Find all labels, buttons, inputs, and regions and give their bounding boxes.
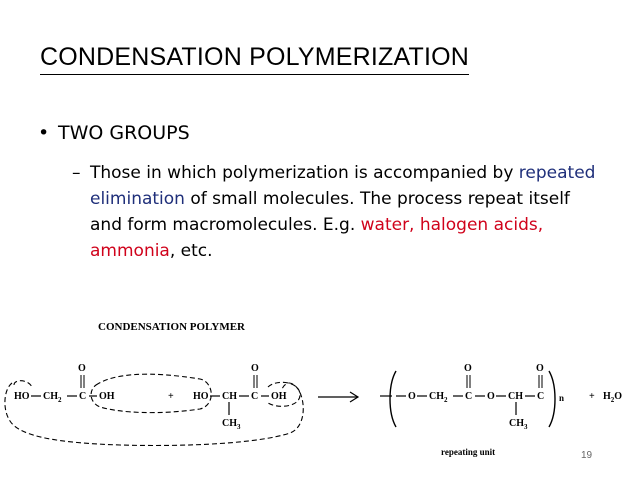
left-oh2: OH xyxy=(271,391,287,402)
reaction-arrow xyxy=(318,392,358,402)
left-c2: C xyxy=(251,391,259,402)
slide-number: 19 xyxy=(581,450,593,461)
right-c: C xyxy=(465,391,473,402)
slide-title-text: CONDENSATION POLYMERIZATION xyxy=(40,40,469,75)
highlight-small-molecules: water, halogen acids, ammonia xyxy=(90,215,544,261)
left-ho: HO xyxy=(14,391,30,402)
sub-bullet-text xyxy=(90,160,607,264)
right-c2: C xyxy=(537,391,545,402)
right-plus: + xyxy=(589,391,595,402)
sub-bullet xyxy=(72,160,607,264)
sub-text-part3: , etc. xyxy=(169,241,213,261)
right-o-top: O xyxy=(464,363,472,374)
bullet-item xyxy=(38,122,190,144)
right-o-start: O xyxy=(408,391,416,402)
dash-icon: – xyxy=(72,163,81,183)
repeat-n: n xyxy=(559,393,565,403)
left-ho2: HO xyxy=(193,391,209,402)
right-bracket xyxy=(549,371,555,427)
left-ch2: $CH_2$ xyxy=(43,391,62,404)
water-product: $H_2O$ xyxy=(603,391,623,404)
left-ch3: $CH_3$ xyxy=(222,418,241,431)
sub-text-part1: Those in which polymerization is accompanied by xyxy=(90,163,519,183)
bullet-dot-icon: • xyxy=(38,122,50,144)
polymer-product xyxy=(380,363,622,457)
left-o: O xyxy=(78,363,86,374)
elimination-loops xyxy=(5,374,303,445)
figure-heading: CONDENSATION POLYMER xyxy=(98,321,245,333)
left-oh: OH xyxy=(99,391,115,402)
repeating-unit-label: repeating unit xyxy=(441,447,496,457)
right-ch: CH xyxy=(508,391,523,402)
reactant-molecules xyxy=(14,363,287,431)
sub-text-part2: of small molecules. The process repeat itself and form macromolecules. E.g. xyxy=(90,189,570,235)
left-bracket xyxy=(390,371,396,427)
loop-left xyxy=(14,381,32,387)
plus-sign: + xyxy=(168,391,174,402)
right-ch2: $CH_2$ xyxy=(429,391,448,404)
left-o2: O xyxy=(251,363,259,374)
right-o-top2: O xyxy=(536,363,544,374)
highlight-repeated-elimination: repeated elimination xyxy=(90,163,596,209)
bullet-text: TWO GROUPS xyxy=(58,122,190,144)
right-o-mid: O xyxy=(487,391,495,402)
condensation-polymer-figure xyxy=(0,309,638,479)
left-c: C xyxy=(79,391,87,402)
left-ch: CH xyxy=(222,391,237,402)
slide-title xyxy=(40,40,600,75)
right-ch3: $CH_3$ xyxy=(509,418,528,431)
